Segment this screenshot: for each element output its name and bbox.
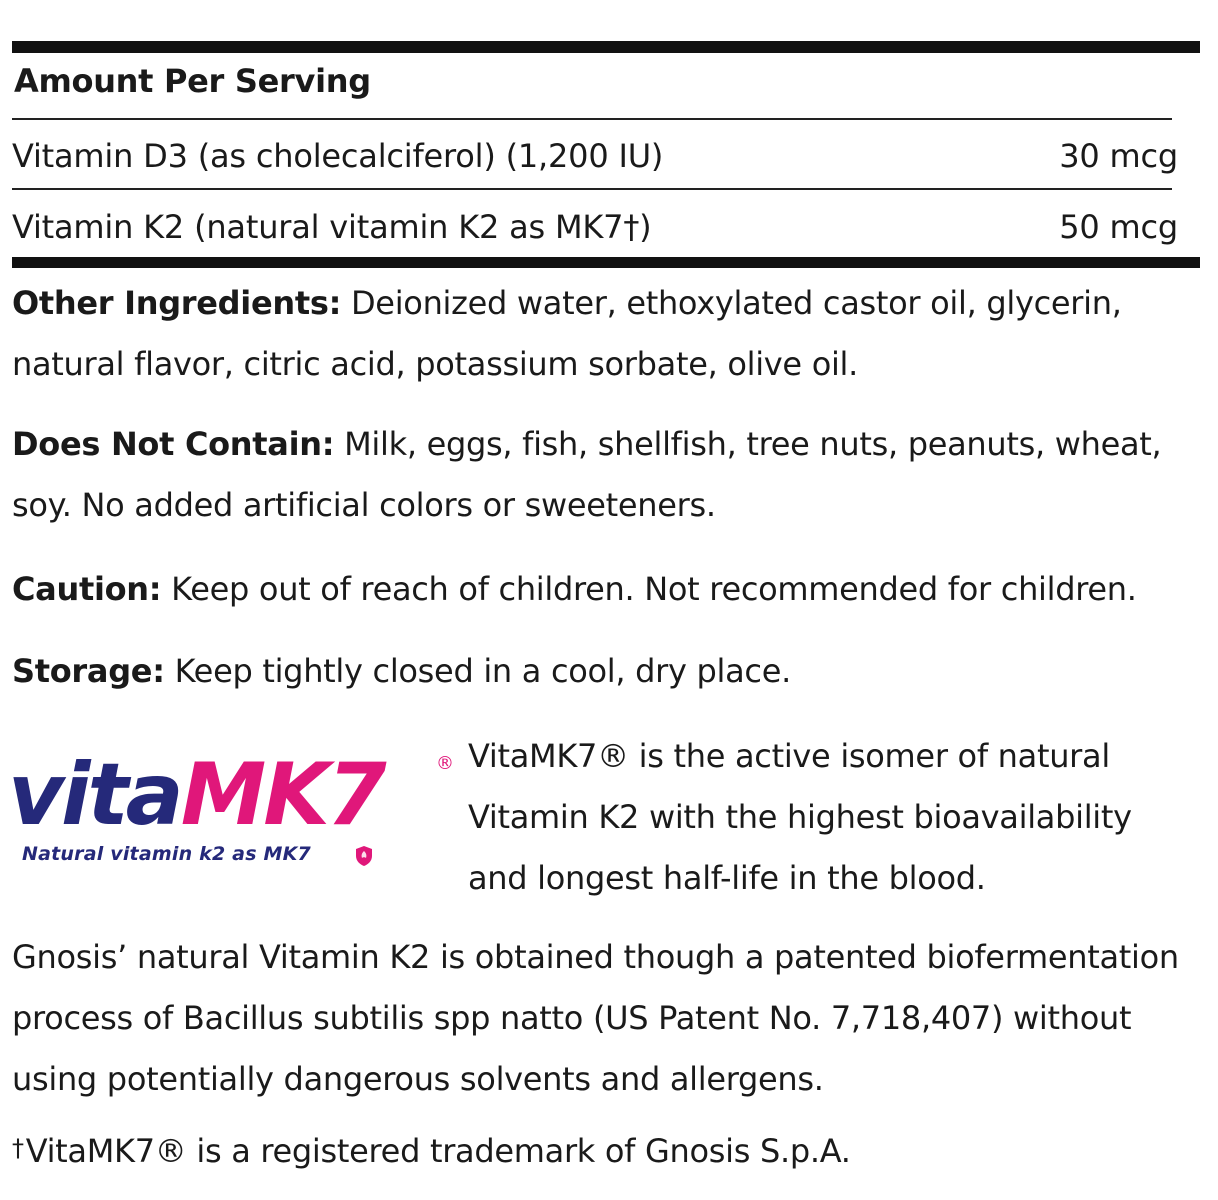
bottom-thick-rule xyxy=(12,257,1200,268)
logo-wordmark xyxy=(8,745,384,845)
nutrient-amount: 50 mcg xyxy=(1059,208,1178,246)
storage xyxy=(12,641,1202,702)
logo-vita: vita xyxy=(8,745,181,845)
does-not-contain-text: Milk, eggs, fish, shellfish, tree nuts, peanuts, wheat, soy. No added artificial colors or sweeteners. xyxy=(12,425,1162,524)
amount-per-serving-heading: Amount Per Serving xyxy=(14,62,371,100)
does-not-contain xyxy=(12,414,1202,536)
gnosis-paragraph: Gnosis’ natural Vitamin K2 is obtained though a patented biofermentation process of Bacillus subtilis spp natto (US Patent No. 7,718,407) without using potentially dangerous solvents and allergens. xyxy=(12,938,1179,1098)
top-thick-rule xyxy=(12,41,1200,53)
vitamk7-logo xyxy=(8,745,458,875)
logo-registered-mark: ® xyxy=(436,753,454,774)
shield-icon xyxy=(354,845,374,867)
caution-text: Keep out of reach of children. Not recommended for children. xyxy=(161,570,1137,608)
nutrient-row-vitamin-k2 xyxy=(12,208,1178,246)
other-ingredients xyxy=(12,273,1202,395)
caution-label: Caution: xyxy=(12,570,162,608)
vitamk7-description: VitaMK7® is the active isomer of natural Vitamin K2 with the highest bioavailability and longest half-life in the blood. xyxy=(468,737,1132,897)
header-divider xyxy=(12,118,1172,120)
logo-tagline: Natural vitamin k2 as MK7 xyxy=(22,843,311,865)
caution xyxy=(12,559,1202,620)
row-divider xyxy=(12,188,1172,190)
other-ingredients-label: Other Ingredients: xyxy=(12,284,342,322)
nutrient-amount: 30 mcg xyxy=(1059,137,1178,175)
nutrient-row-vitamin-d3 xyxy=(12,137,1178,175)
nutrient-name: Vitamin K2 (natural vitamin K2 as MK7†) xyxy=(12,208,652,246)
logo-mk7: MK7 xyxy=(180,745,384,845)
storage-text: Keep tightly closed in a cool, dry place. xyxy=(164,652,791,690)
other-ingredients-text: Deionized water, ethoxylated castor oil, glycerin, natural flavor, citric acid, potassium sorbate, olive oil. xyxy=(12,284,1122,383)
storage-label: Storage: xyxy=(12,652,165,690)
dagger-mark: † xyxy=(12,1134,24,1162)
nutrient-name: Vitamin D3 (as cholecalciferol) (1,200 IU) xyxy=(12,137,664,175)
trademark-footnote xyxy=(12,1132,851,1170)
does-not-contain-label: Does Not Contain: xyxy=(12,425,335,463)
footnote-text: VitaMK7® is a registered trademark of Gnosis S.p.A. xyxy=(25,1132,851,1170)
